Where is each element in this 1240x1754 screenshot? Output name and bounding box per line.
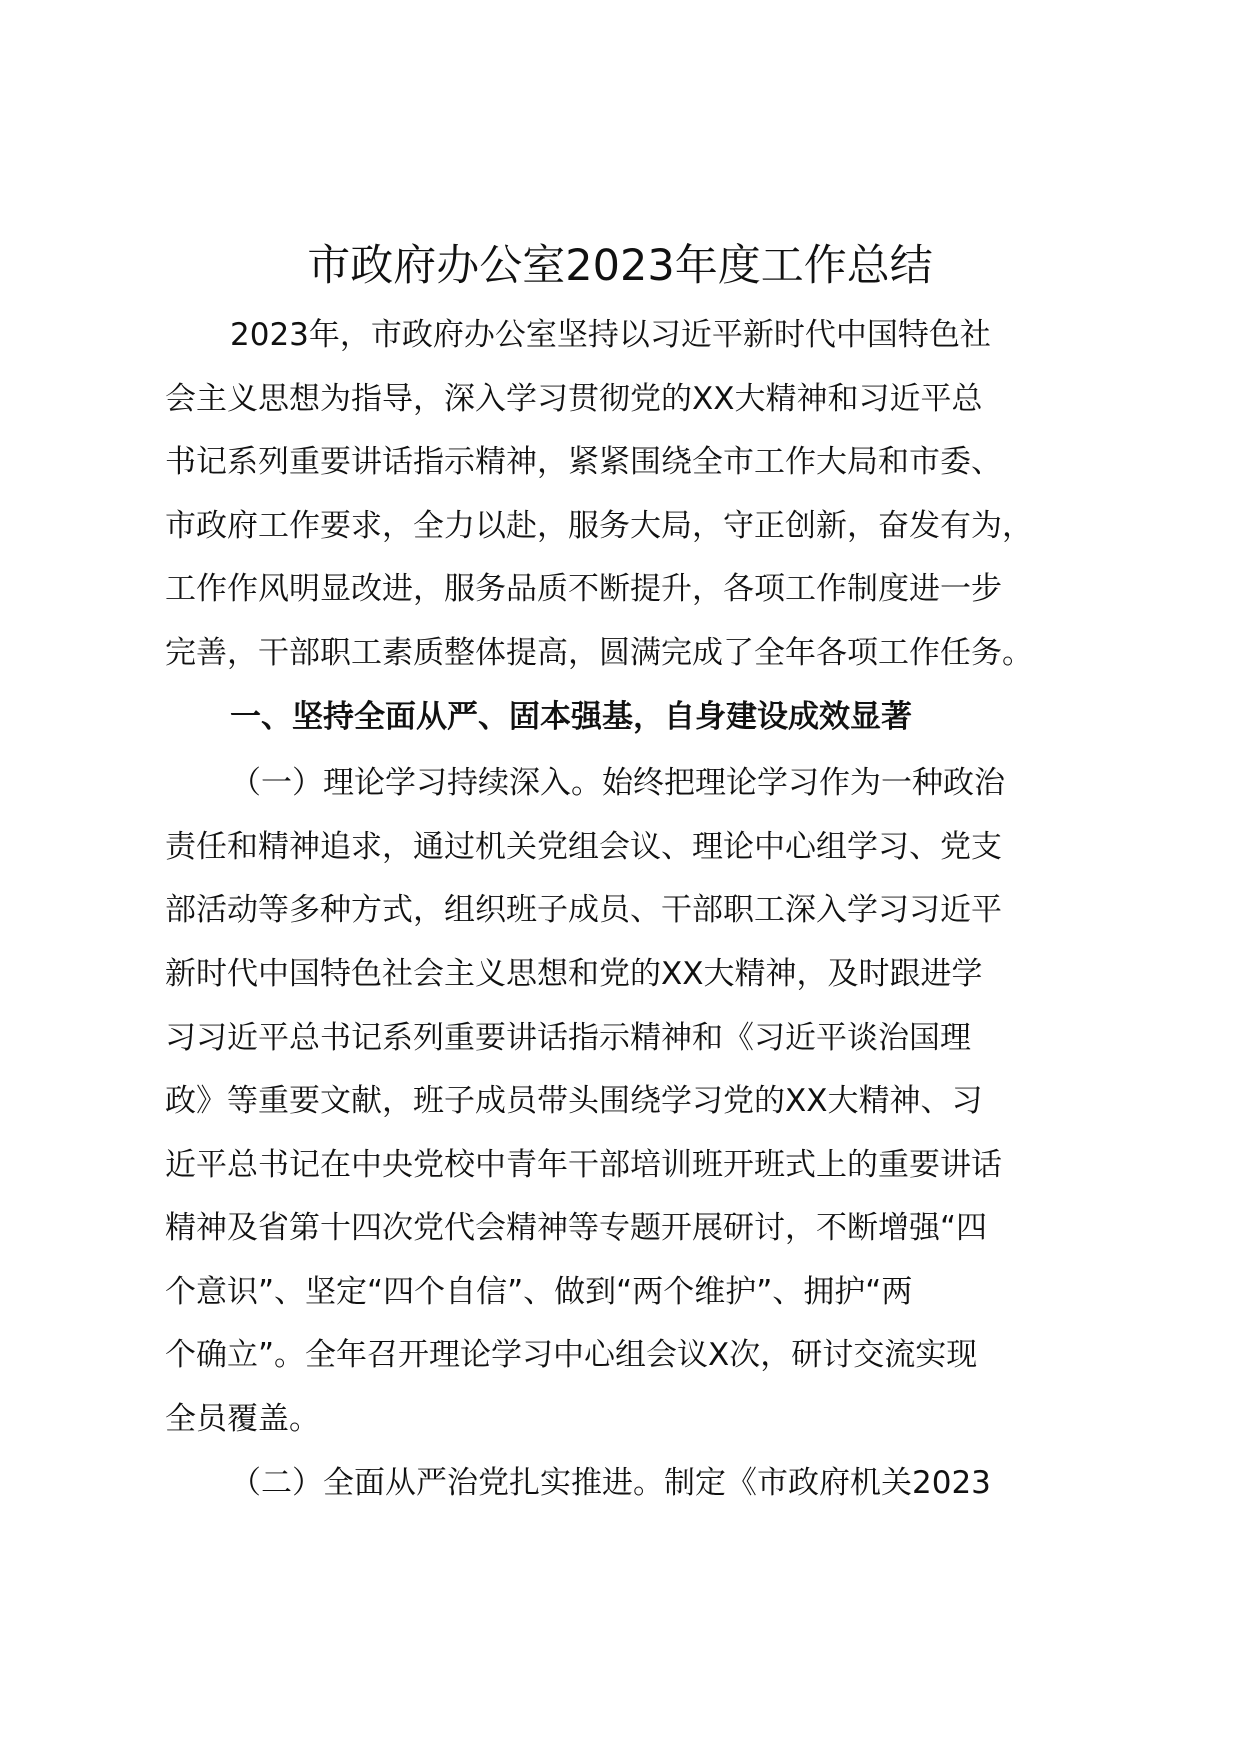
paragraph-2-line-1: （一）理论学习持续深入。始终把理论学习作为一种政治 (230, 765, 1005, 801)
paragraph-2-line-7: 近平总书记在中央党校中青年干部培训班开班式上的重要讲话 (165, 1147, 1002, 1183)
paragraph-2-line-11: 全员覆盖。 (165, 1401, 320, 1437)
paragraph-2-line-3: 部活动等多种方式，组织班子成员、干部职工深入学习习近平 (165, 892, 1002, 928)
paragraph-1-line-1: 2023年，市政府办公室坚持以习近平新时代中国特色社 (230, 317, 991, 353)
paragraph-1-line-4: 市政府工作要求，全力以赴，服务大局，守正创新，奋发有为， (165, 508, 1033, 544)
paragraph-2-line-6: 政》等重要文献，班子成员带头围绕学习党的XX大精神、习 (165, 1083, 983, 1119)
section-heading-1: 一、坚持全面从严、固本强基，自身建设成效显著 (230, 699, 912, 735)
paragraph-2-line-4: 新时代中国特色社会主义思想和党的XX大精神，及时跟进学 (165, 956, 983, 992)
paragraph-3-line-1: （二）全面从严治党扎实推进。制定《市政府机关2023 (230, 1465, 991, 1501)
paragraph-1-line-3: 书记系列重要讲话指示精神，紧紧围绕全市工作大局和市委、 (165, 444, 1002, 480)
paragraph-2-line-8: 精神及省第十四次党代会精神等专题开展研讨，不断增强“四 (165, 1210, 988, 1246)
paragraph-1-line-5: 工作作风明显改进，服务品质不断提升，各项工作制度进一步 (165, 571, 1002, 607)
paragraph-2-line-10: 个确立”。全年召开理论学习中心组会议X次，研讨交流实现 (165, 1337, 978, 1373)
document-title: 市政府办公室2023年度工作总结 (307, 241, 933, 291)
paragraph-1-line-6: 完善，干部职工素质整体提高，圆满完成了全年各项工作任务。 (165, 635, 1033, 671)
paragraph-1-line-2: 会主义思想为指导，深入学习贯彻党的XX大精神和习近平总 (165, 381, 983, 417)
paragraph-2-line-9: 个意识”、坚定“四个自信”、做到“两个维护”、拥护“两 (165, 1274, 913, 1310)
paragraph-2-line-2: 责任和精神追求，通过机关党组会议、理论中心组学习、党支 (165, 829, 1002, 865)
paragraph-2-line-5: 习习近平总书记系列重要讲话指示精神和《习近平谈治国理 (165, 1020, 971, 1056)
